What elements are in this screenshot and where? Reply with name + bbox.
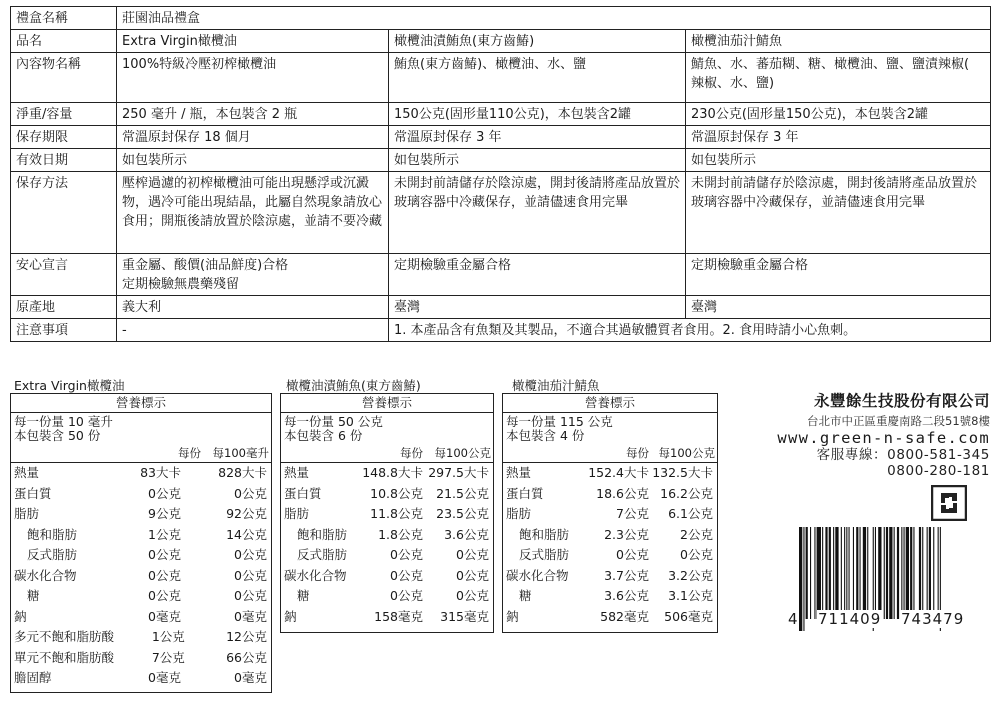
nutrient-per-serving: 1.8公克	[378, 526, 423, 542]
barcode-bar	[810, 527, 811, 619]
nutrient-row	[281, 545, 493, 566]
barcode-bar	[841, 527, 842, 619]
info-row	[11, 30, 991, 53]
nutrient-per-100: 506毫克	[664, 608, 713, 624]
nutrient-per-serving: 0公克	[390, 567, 423, 583]
company-info	[776, 389, 990, 479]
barcode-bar	[803, 527, 804, 631]
col-per-serving: 每份	[626, 446, 649, 460]
nutrient-name: 反式脂肪	[27, 547, 78, 562]
info-cell: 臺灣	[686, 296, 991, 319]
nutrient-per-serving: 2.3公克	[604, 526, 649, 542]
nutrient-per-serving: 0公克	[390, 547, 423, 562]
nutrient-row	[11, 504, 271, 525]
nutrient-row	[281, 504, 493, 525]
info-row	[11, 172, 991, 254]
info-cell: 如包裝所示	[389, 149, 686, 172]
nutrient-name: 飽和脂肪	[27, 526, 78, 542]
nutrient-per-100: 0公克	[456, 588, 489, 603]
nutrient-row	[281, 607, 493, 628]
serving-info	[281, 413, 493, 443]
info-row	[11, 53, 991, 103]
nutrient-name: 飽和脂肪	[297, 526, 348, 542]
nutrient-per-100: 132.5大卡	[652, 465, 713, 480]
info-cell: 重金屬、酸價(油品鮮度)合格 定期檢驗無農藥殘留	[117, 254, 389, 296]
nutrient-per-serving: 0毫克	[148, 670, 181, 685]
nutrient-per-100: 0公克	[234, 567, 267, 583]
nutrient-row	[281, 484, 493, 505]
nutrient-per-serving: 7公克	[616, 506, 649, 521]
nutrient-row	[503, 607, 717, 628]
nutrient-name: 膽固醇	[14, 670, 52, 685]
nutrient-per-serving: 1公克	[151, 629, 185, 644]
barcode-bar	[822, 527, 823, 619]
nutrient-per-serving: 0公克	[148, 485, 181, 501]
nutrient-name: 鈉	[14, 608, 27, 624]
barcode-bar	[825, 527, 827, 619]
nutrient-row	[11, 525, 271, 546]
nutrition-product-title-2: 橄欖油漬鮪魚(東方齒鰆)	[286, 378, 421, 393]
info-cell: 壓榨過濾的初榨橄欖油可能出現懸浮或沉澱物，遇冷可能出現結晶，此屬自然現象請放心食用；開瓶後請放置於陰涼處，並請不要冷藏	[117, 172, 389, 254]
nutrient-name: 蛋白質	[14, 485, 52, 501]
barcode-bar	[849, 527, 850, 619]
barcode-bar	[889, 527, 892, 619]
nutrient-row	[11, 648, 271, 669]
nutrient-per-100: 6.1公克	[668, 506, 713, 521]
nutrient-name: 糖	[519, 588, 532, 603]
col-per-serving: 每份	[178, 446, 201, 460]
barcode-bar	[856, 527, 858, 619]
barcode-bar	[853, 527, 854, 619]
col-per-serving: 每份	[400, 446, 423, 460]
info-row-label: 原產地	[11, 296, 117, 319]
info-cell: 150公克(固形量110公克)，本包裝含2罐	[389, 103, 686, 126]
nutrient-name: 鈉	[506, 608, 519, 624]
barcode-bar	[906, 527, 909, 619]
company-name: 永豐餘生技股份有限公司	[813, 392, 990, 410]
nutrient-name: 脂肪	[14, 506, 40, 521]
serving-size: 每一份量 10 毫升	[14, 414, 113, 429]
nutrient-per-100: 0公克	[456, 567, 489, 583]
nutrient-per-100: 3.1公克	[668, 588, 713, 603]
nutrition-panel-tuna	[280, 393, 494, 633]
nutrient-row	[11, 627, 271, 648]
barcode-lead-digit: 4	[788, 610, 798, 628]
nutrient-name: 碳水化合物	[284, 567, 347, 583]
info-cell: 鮪魚(東方齒鰆)、橄欖油、水、鹽	[389, 53, 686, 103]
info-row-label: 品名	[11, 30, 117, 53]
nutrient-per-100: 21.5公克	[436, 485, 489, 501]
serving-size: 每一份量 115 公克	[506, 414, 613, 429]
nutrient-per-serving: 158毫克	[374, 608, 423, 624]
nutrient-row	[11, 586, 271, 607]
nutrient-per-100: 0毫克	[234, 670, 267, 685]
barcode-bar	[833, 527, 834, 619]
nutrient-per-serving: 0公克	[148, 567, 181, 583]
nutrient-name: 蛋白質	[284, 485, 322, 501]
barcode-bar	[922, 527, 923, 619]
barcode-bar	[938, 527, 939, 619]
nutrient-row	[281, 566, 493, 587]
nutrition-header: 營養標示	[11, 394, 271, 413]
nutrition-header: 營養標示	[281, 394, 493, 413]
info-row	[11, 126, 991, 149]
barcode-bar	[878, 527, 881, 619]
nutrient-per-100: 0公克	[234, 588, 267, 603]
company-website[interactable]: www.green-n-safe.com	[777, 429, 990, 447]
barcode-bar	[897, 527, 899, 619]
barcode-bar	[919, 527, 921, 619]
nutrient-row	[503, 545, 717, 566]
nutrient-name: 反式脂肪	[297, 547, 348, 562]
barcode-bar	[886, 527, 888, 619]
nutrient-per-serving: 148.8大卡	[362, 465, 423, 480]
nutrient-per-serving: 0公克	[148, 547, 181, 562]
info-cell: 100%特級冷壓初榨橄欖油	[117, 53, 389, 103]
info-cell: 如包裝所示	[686, 149, 991, 172]
info-cell: 未開封前請儲存於陰涼處，開封後請將產品放置於玻璃容器中冷藏保存，並請儘速食用完畢	[686, 172, 991, 254]
nutrient-per-100: 12公克	[226, 629, 267, 644]
nutrient-per-serving: 18.6公克	[596, 485, 649, 501]
info-cell: 橄欖油茄汁鯖魚	[686, 30, 991, 53]
nutrient-per-100: 92公克	[226, 506, 267, 521]
nutrient-name: 脂肪	[506, 506, 532, 521]
barcode-bar	[814, 527, 815, 619]
tel-number-1: 0800-581-345	[887, 447, 990, 463]
info-cell: 230公克(固形量150公克)，本包裝含2罐	[686, 103, 991, 126]
nutrient-name: 熱量	[14, 465, 40, 480]
barcode-bar	[835, 527, 838, 619]
nutrient-row	[503, 586, 717, 607]
info-cell: 如包裝所示	[117, 149, 389, 172]
caution-note: 1. 本產品含有魚類及其製品，不適合其過敏體質者食用。2. 食用時請小心魚刺。	[389, 319, 991, 342]
nutrient-row	[503, 566, 717, 587]
nutrient-per-serving: 3.7公克	[604, 567, 649, 583]
nutrition-panel-mackerel	[502, 393, 718, 633]
barcode-bar	[894, 527, 895, 619]
barcode-bar	[910, 527, 912, 619]
company-address: 台北市中正區重慶南路二段51號8樓	[807, 414, 990, 428]
nutrient-per-100: 0公克	[234, 547, 267, 562]
info-cell: 250 毫升 / 瓶，本包裝含 2 瓶	[117, 103, 389, 126]
nutrient-per-100: 0公克	[680, 547, 713, 562]
barcode-left-group: 711409	[818, 610, 882, 628]
info-row	[11, 149, 991, 172]
nutrient-per-serving: 0毫克	[148, 608, 181, 624]
barcode-bar	[829, 527, 831, 619]
nutrient-row	[503, 504, 717, 525]
serving-info	[503, 413, 717, 443]
product-info-table	[10, 6, 991, 342]
nutrient-per-serving: 152.4大卡	[588, 465, 649, 480]
nutrient-name: 脂肪	[284, 506, 310, 521]
info-row	[11, 7, 991, 30]
info-row	[11, 254, 991, 296]
customer-service-line	[776, 447, 990, 479]
barcode-bar	[863, 527, 866, 619]
nutrient-per-100: 16.2公克	[660, 485, 713, 501]
nutrient-per-serving: 582毫克	[600, 608, 649, 624]
nutrient-per-serving: 0公克	[390, 588, 423, 603]
info-row-label: 安心宣言	[11, 254, 117, 296]
barcode-right-group: 743479	[901, 610, 965, 628]
nutrient-row	[281, 463, 493, 484]
nutrient-per-serving: 9公克	[148, 506, 181, 521]
nutrient-per-100: 0毫克	[234, 608, 267, 624]
nutrient-row	[281, 525, 493, 546]
barcode-bar	[875, 527, 876, 619]
nutrient-name: 飽和脂肪	[519, 526, 570, 542]
nutrient-per-serving: 1公克	[148, 526, 181, 542]
info-row-label: 注意事項	[11, 319, 117, 342]
servings-per-package: 本包裝含 6 份	[284, 428, 363, 443]
barcode-bar	[860, 527, 861, 619]
info-row	[11, 103, 991, 126]
info-row-label: 有效日期	[11, 149, 117, 172]
info-cell: 未開封前請儲存於陰涼處，開封後請將產品放置於玻璃容器中冷藏保存，並請儘速食用完畢	[389, 172, 686, 254]
gift-box-name: 莊園油品禮盒	[117, 7, 991, 30]
nutrient-name: 熱量	[284, 465, 310, 480]
info-row	[11, 296, 991, 319]
nutrient-row	[503, 484, 717, 505]
barcode-bar	[927, 527, 928, 619]
barcode-bar	[867, 527, 868, 619]
nutrient-per-100: 14公克	[226, 526, 267, 542]
servings-per-package: 本包裝含 50 份	[14, 428, 101, 443]
nutrition-column-headers	[11, 443, 271, 463]
barcode-bar	[846, 527, 847, 619]
barcode-bar	[806, 527, 808, 619]
barcode-bar	[817, 527, 821, 619]
nutrient-name: 熱量	[506, 465, 532, 480]
nutrient-row	[11, 545, 271, 566]
info-cell: 常溫原封保存 18 個月	[117, 126, 389, 149]
nutrient-name: 糖	[27, 588, 40, 603]
nutrient-per-100: 297.5大卡	[428, 465, 489, 480]
info-cell: 定期檢驗重金屬合格	[686, 254, 991, 296]
nutrient-row	[11, 668, 271, 689]
info-row	[11, 319, 991, 342]
nutrient-row	[11, 607, 271, 628]
nutrient-per-100: 2公克	[680, 526, 713, 542]
nutrient-per-serving: 10.8公克	[370, 485, 423, 501]
info-cell: Extra Virgin橄欖油	[117, 30, 389, 53]
nutrient-per-serving: 0公克	[148, 588, 181, 603]
info-row-label: 淨重/容量	[11, 103, 117, 126]
tel-number-2: 0800-280-181	[887, 463, 990, 479]
barcode-bar	[913, 527, 914, 619]
nutrient-name: 鈉	[284, 608, 297, 624]
col-per-100: 每100毫升	[212, 446, 269, 460]
nutrient-row	[503, 525, 717, 546]
info-row-label: 保存方法	[11, 172, 117, 254]
nutrient-per-100: 828大卡	[218, 465, 267, 480]
nutrient-name: 碳水化合物	[506, 567, 569, 583]
nutrient-row	[11, 484, 271, 505]
nutrient-name: 單元不飽和脂肪酸	[14, 649, 115, 665]
nutrient-per-100: 3.2公克	[668, 567, 713, 583]
info-cell: 義大利	[117, 296, 389, 319]
col-per-100: 每100公克	[434, 446, 491, 460]
barcode-bar	[901, 527, 902, 619]
nutrient-per-100: 3.6公克	[444, 526, 489, 542]
nutrient-row	[11, 566, 271, 587]
nutrient-per-100: 23.5公克	[436, 506, 489, 521]
nutrition-panel-olive-oil	[10, 393, 272, 693]
nutrition-header: 營養標示	[503, 394, 717, 413]
nutrient-row	[11, 463, 271, 484]
nutrient-row	[503, 463, 717, 484]
nutrient-per-serving: 3.6公克	[604, 588, 649, 603]
nutrient-per-100: 315毫克	[440, 608, 489, 624]
nutrition-column-headers	[503, 443, 717, 463]
info-cell: 鯖魚、水、蕃茄糊、糖、橄欖油、鹽、鹽漬辣椒( 辣椒、水、鹽)	[686, 53, 991, 103]
nutrient-per-serving: 83大卡	[140, 465, 181, 480]
info-row-label: 禮盒名稱	[11, 7, 117, 30]
nutrient-per-serving: 0公克	[616, 547, 649, 562]
info-row-label: 保存期限	[11, 126, 117, 149]
barcode-bar	[904, 527, 905, 619]
nutrient-row	[281, 586, 493, 607]
info-cell: 常溫原封保存 3 年	[389, 126, 686, 149]
barcode-bar	[884, 527, 885, 619]
servings-per-package: 本包裝含 4 份	[506, 428, 585, 443]
nutrition-product-title-3: 橄欖油茄汁鯖魚	[512, 378, 600, 393]
info-cell: 橄欖油漬鮪魚(東方齒鰆)	[389, 30, 686, 53]
info-cell: 定期檢驗重金屬合格	[389, 254, 686, 296]
barcode-bar	[929, 527, 931, 619]
info-row-label: 內容物名稱	[11, 53, 117, 103]
barcode-bar	[844, 527, 845, 619]
tel-label: 客服專線：	[816, 447, 888, 463]
info-cell: -	[117, 319, 389, 342]
col-per-100: 每100公克	[658, 446, 715, 460]
barcode-bar	[799, 527, 802, 631]
barcode-bar	[933, 527, 934, 619]
nutrient-per-serving: 11.8公克	[370, 506, 423, 521]
nutrient-name: 糖	[297, 588, 310, 603]
nutrition-column-headers	[281, 443, 493, 463]
nutrient-name: 多元不飽和脂肪酸	[14, 629, 115, 644]
nutrient-per-serving: 7公克	[151, 649, 185, 665]
nutrition-product-title-1: Extra Virgin橄欖油	[14, 378, 125, 393]
recycle-mark-icon	[931, 485, 967, 521]
nutrient-name: 蛋白質	[506, 485, 544, 501]
nutrient-per-100: 0公克	[234, 485, 267, 501]
info-cell: 常溫原封保存 3 年	[686, 126, 991, 149]
info-cell: 臺灣	[389, 296, 686, 319]
nutrient-name: 碳水化合物	[14, 567, 77, 583]
serving-size: 每一份量 50 公克	[284, 414, 383, 429]
nutrient-per-100: 66公克	[226, 649, 267, 665]
serving-info	[11, 413, 271, 443]
nutrient-per-100: 0公克	[456, 547, 489, 562]
nutrient-name: 反式脂肪	[519, 547, 570, 562]
